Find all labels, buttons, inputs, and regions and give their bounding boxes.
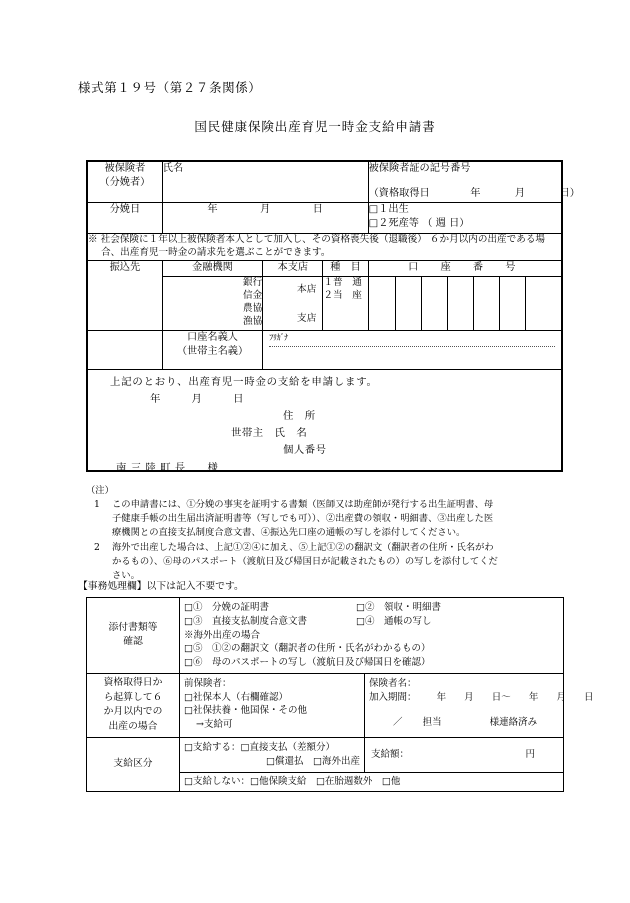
eligibility-label: 資格取得日か ら起算して６ か月以内での 出産の場合 xyxy=(87,673,180,737)
note-item xyxy=(78,498,568,540)
notes-section xyxy=(78,484,568,583)
bank-type-3[interactable]: 漁協 xyxy=(243,315,263,327)
birth-day: 日 xyxy=(312,204,323,215)
note-line: 子健康手帳の出生届出済証明書等（写しでも可））、②出産費の領収・明細書、③出産した医 xyxy=(112,513,494,525)
account-holder-label: 口座名義人 （世帯主名義） xyxy=(162,331,262,370)
previous-insurer-result: →支給可 xyxy=(196,719,233,731)
note-line: かるもの）、⑥母のパスポート（渡航日及び帰国日が記載されたもの）の写しを添付してくだ xyxy=(112,555,498,567)
eligibility-row xyxy=(87,673,564,737)
account-kind-2[interactable]: ２当 座 xyxy=(323,289,362,301)
card-number-label: 被保険者証の記号番号 xyxy=(368,163,471,174)
enroll-year-to: 年 xyxy=(528,691,539,703)
bank-type-2[interactable]: 農協 xyxy=(243,302,263,314)
birth-type-field[interactable] xyxy=(368,203,562,234)
account-holder-field[interactable] xyxy=(263,331,562,370)
payment-denied-options[interactable]: □支給しない：□他保険支給 □在胎週数外 □他 xyxy=(180,773,564,792)
acquisition-year: 年 xyxy=(470,187,481,199)
note-number: 1 xyxy=(94,499,100,511)
birth-date-field[interactable] xyxy=(162,203,368,234)
notice-row xyxy=(87,234,562,261)
insured-row xyxy=(87,161,562,203)
address-label: 住 所 xyxy=(283,410,316,422)
payment-option-direct[interactable]: □支給する：□直接支払（差額分） xyxy=(184,741,335,753)
attached-documents-checklist[interactable] xyxy=(180,598,564,674)
transfer-label-spacer xyxy=(87,331,162,370)
bank-type-options[interactable] xyxy=(162,277,262,331)
account-digit-cell[interactable] xyxy=(447,277,473,331)
note-item xyxy=(78,541,568,583)
payment-amount-label: 支給額： xyxy=(371,748,410,760)
bank-header-row xyxy=(87,261,562,277)
application-table xyxy=(86,160,580,474)
note-number: 2 xyxy=(94,541,100,553)
document-check-1[interactable]: □① 分娩の証明書 xyxy=(184,602,269,613)
account-kind-options[interactable] xyxy=(323,277,368,331)
addressee: 南 三 陸 町 長 様 xyxy=(116,462,219,474)
document-check-2[interactable]: □② 領収・明細書 xyxy=(356,602,441,613)
declaration-row xyxy=(87,370,562,472)
document-check-6[interactable]: □⑥ 母のパスポートの写し（渡航日及び帰国日を確認） xyxy=(184,657,431,669)
branch-header: 本支店 xyxy=(263,261,323,277)
bank-type-1[interactable]: 信金 xyxy=(243,289,263,301)
acquisition-date-line xyxy=(368,187,580,201)
branch-field[interactable] xyxy=(263,277,323,331)
furigana-label: ﾌﾘｶﾞﾅ xyxy=(269,333,289,342)
enroll-day-from: 日～ xyxy=(491,691,511,703)
acquisition-date-label: （資格取得日 xyxy=(368,187,430,199)
previous-insurer-label: 前保険者： xyxy=(184,677,232,689)
contact-slash: ／ xyxy=(393,717,403,729)
payment-option-reimburse[interactable]: □償還払 □海外出産 xyxy=(266,755,360,767)
enroll-month-from: 月 xyxy=(464,691,474,703)
enrollment-period-line xyxy=(369,691,594,705)
office-section-heading: 【事務処理欄】以下は記入不要です。 xyxy=(78,581,244,592)
notice-line-1: ※ 社会保険に１年以上被保険者本人として加入し、その資格喪失後（退職後） ６か月以内の出産である場 xyxy=(88,234,546,245)
branch-sub-option[interactable]: 支店 xyxy=(296,312,317,324)
bank-type-0[interactable]: 銀行 xyxy=(243,277,263,288)
bank-header: 金融機関 xyxy=(162,261,262,277)
office-use-table xyxy=(86,597,594,792)
enroll-month-to: 月 xyxy=(556,691,566,703)
social-insurance-notice xyxy=(87,234,562,261)
declaration-date[interactable]: 年 月 日 xyxy=(150,393,244,405)
payment-approved-options[interactable] xyxy=(180,737,365,773)
card-number-field[interactable] xyxy=(368,161,580,203)
document-check-3[interactable]: □③ 直接支払制度合意文書 xyxy=(184,615,307,627)
transfer-destination-label: 振込先 xyxy=(87,261,162,331)
contact-line xyxy=(369,716,559,730)
account-kind-1[interactable]: １普 通 xyxy=(323,277,362,288)
birth-month: 月 xyxy=(260,204,271,215)
name-label: 氏名 xyxy=(162,163,184,174)
contact-confirmed: 様連絡済み xyxy=(489,717,538,729)
birth-type-option-1[interactable]: □１出生 xyxy=(368,204,409,215)
payment-amount-field[interactable] xyxy=(365,737,564,773)
document-check-4[interactable]: □④ 通帳の写し xyxy=(356,615,432,627)
birth-year: 年 xyxy=(207,204,218,215)
account-digit-cell[interactable] xyxy=(500,277,526,331)
notice-line-2: 合、出産育児一時金の請求先を選ぶことができます。 xyxy=(101,246,331,258)
enroll-day-to: 日 xyxy=(583,691,594,703)
page-title: 国民健康保険出産育児一時金支給申請書 xyxy=(194,119,436,134)
insured-label: 被保険者 （分娩者） xyxy=(87,161,162,203)
insurer-name-label: 保険者名： xyxy=(369,677,417,689)
branch-main-option[interactable]: 本店 xyxy=(296,284,317,295)
furigana-underline xyxy=(269,345,555,347)
householder-name-label: 世帯主 氏 名 xyxy=(231,427,308,439)
attached-documents-row xyxy=(87,598,564,674)
note-line: さい。 xyxy=(112,569,140,581)
note-line: 海外で出産した場合は、上記①②④に加え、⑤上記①②の翻訳文（翻訳者の住所・氏名がわ xyxy=(112,541,494,553)
previous-insurer-option-2[interactable]: □社保扶養・他国保・その他 xyxy=(184,705,307,717)
my-number-label: 個人番号 xyxy=(283,444,327,456)
overseas-birth-note: ※海外出産の場合 xyxy=(184,629,261,641)
birth-row xyxy=(87,203,562,234)
notes-heading: （注） xyxy=(86,485,114,496)
payment-classification-row xyxy=(87,737,564,773)
declaration-text: 上記のとおり、出産育児一時金の支給を申請します。 xyxy=(110,376,378,388)
birth-date-label: 分娩日 xyxy=(87,203,162,234)
account-digit-cell[interactable] xyxy=(421,277,447,331)
account-kind-header: 種 目 xyxy=(323,261,368,277)
document-check-5[interactable]: □⑤ ①②の翻訳文（翻訳者の住所・氏名がわかるもの） xyxy=(184,643,431,655)
account-digit-cell[interactable] xyxy=(474,277,500,331)
account-digit-cell[interactable] xyxy=(368,277,395,331)
declaration-block xyxy=(87,370,562,472)
insurer-details-field[interactable] xyxy=(365,673,594,737)
acquisition-day: 日） xyxy=(559,187,580,199)
name-field[interactable] xyxy=(162,161,368,203)
note-line: この申請書には、①分娩の事実を証明する書類（医師又は助産師が発行する出生証明書、母 xyxy=(112,499,494,511)
birth-type-option-2[interactable]: □２死産等 （ 週 日） xyxy=(368,217,470,229)
account-digit-cell[interactable] xyxy=(395,277,421,331)
previous-insurer-field[interactable] xyxy=(180,673,365,737)
note-line: 療機関との直接支払制度合意文書、④振込先口座の通帳の写しを添付してください。 xyxy=(112,527,466,539)
account-number-header: 口 座 番 号 xyxy=(368,261,562,277)
account-digit-cell[interactable] xyxy=(526,277,562,331)
enroll-year-from: 年 xyxy=(436,691,447,703)
account-holder-row xyxy=(87,331,562,370)
enrollment-period-label: 加入期間： xyxy=(369,691,417,703)
form-number: 様式第１９号（第２７条関係） xyxy=(78,80,262,95)
payment-classification-label: 支給区分 xyxy=(87,737,180,791)
attached-documents-label: 添付書類等 確認 xyxy=(87,598,180,674)
payment-amount-unit: 円 xyxy=(525,748,536,760)
acquisition-month: 月 xyxy=(514,187,526,199)
previous-insurer-option-1[interactable]: □社保本人（右欄確認） xyxy=(184,691,288,703)
contact-label: 担当 xyxy=(422,717,442,729)
